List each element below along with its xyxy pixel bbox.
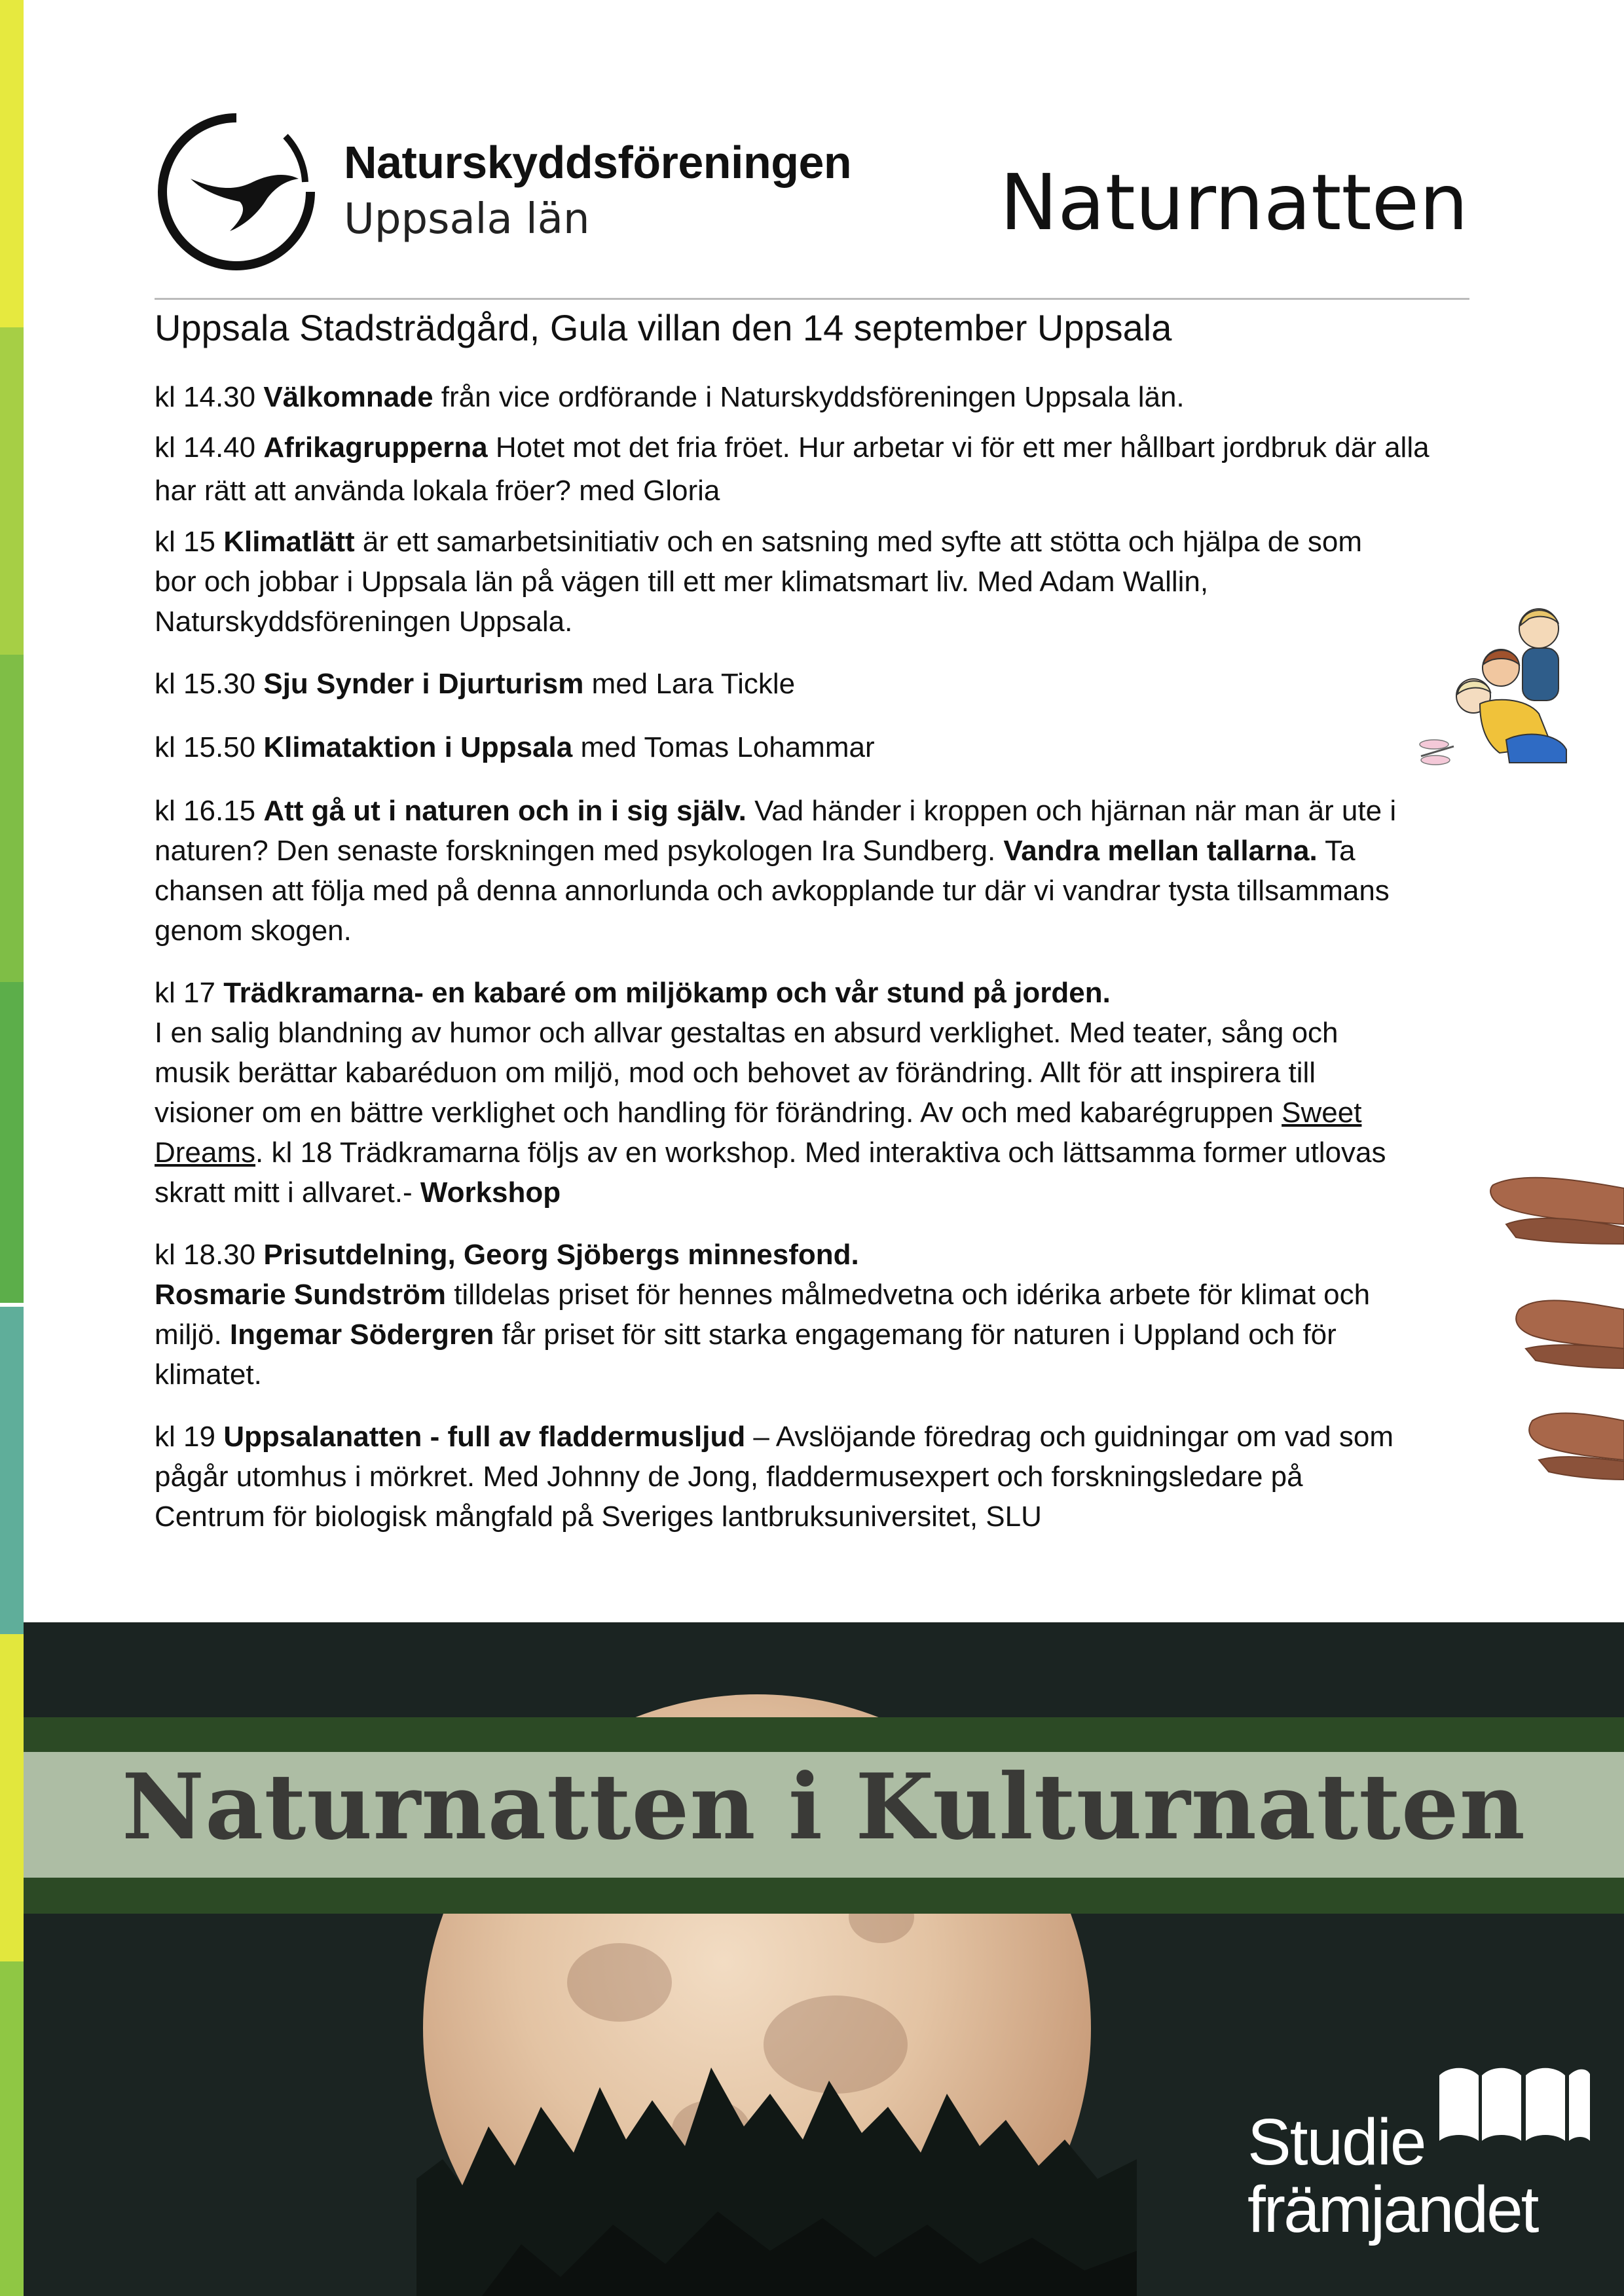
entry-time: kl 19 <box>155 1421 215 1453</box>
program-entry <box>155 426 1458 513</box>
tree-silhouette-icon <box>416 2028 1137 2296</box>
entry-time: kl 16.15 <box>155 795 256 827</box>
entry-title: Rosmarie Sundström <box>155 1279 446 1311</box>
program-entry <box>155 973 1418 1212</box>
entry-title: Prisutdelning, Georg Sjöbergs minnesfond. <box>263 1239 859 1271</box>
entry-title: Afrikagrupperna <box>263 431 488 464</box>
divider <box>155 298 1469 300</box>
org-subtitle: Uppsala län <box>344 195 590 244</box>
entry-text: får priset för sitt starka engagemang för naturen i Uppland och för klimatet. <box>155 1319 1337 1391</box>
banner-title: Naturnatten i Kulturnatten <box>121 1753 1526 1860</box>
entry-text: Ta chansen att följa med på denna annorlunda och avkopplande tur där vi vandrar tysta tillsammans genom skogen. <box>155 835 1390 947</box>
entry-title: Trädkramarna- en kabaré om miljökamp och vår stund på jorden. <box>223 977 1111 1009</box>
entry-text: från vice ordförande i Naturskyddsföreningen Uppsala län. <box>433 381 1185 413</box>
entry-text: . kl 18 Trädkramarna följs av en workshop. Med interaktiva och lättsamma former utlovas skratt mitt i allvaret.- <box>155 1137 1386 1209</box>
entry-text: Vad händer i kroppen och hjärnan när man är ute i naturen? Den senaste forskningen med psykologen Ira Sundberg. <box>155 795 1397 867</box>
sweet-dreams-link[interactable]: Sweet Dreams <box>155 1097 1362 1169</box>
program-entry <box>155 727 1471 767</box>
entry-title: Uppsalanatten - full av fladdermusljud <box>223 1421 746 1453</box>
entry-text: – Avslöjande föredrag och guidningar om vad som pågår utomhus i mörkret. Med Johnny de Jong, fladdermusexpert och forskningsledare på Centrum för biologisk mångfald på Sveriges lantbruksuniversitet, SLU <box>155 1421 1394 1533</box>
program-entry <box>155 1417 1418 1537</box>
entry-time: kl 14.30 <box>155 381 256 413</box>
entry-text: I en salig blandning av humor och allvar gestaltas en absurd verklighet. Med teater, sång och musik berättar kabaréduon om miljö, mod och behovet av förändring. Allt för att inspirera till visioner om en bättre verklighet och handling för förändring. Av och med kabarégruppen <box>155 1017 1338 1129</box>
program-entry <box>155 522 1366 642</box>
entry-time: kl 15 <box>155 526 215 558</box>
program-entry <box>155 664 1471 704</box>
sponsor-name-line2: främjandet <box>1247 2173 1538 2246</box>
entry-time: kl 14.40 <box>155 431 256 464</box>
org-name: Naturskyddsföreningen <box>344 137 852 188</box>
entry-title: Workshop <box>420 1176 561 1209</box>
program-entry <box>155 791 1471 951</box>
entry-title: Sju Synder i Djurturism <box>263 668 584 700</box>
program-entry <box>155 377 1471 417</box>
entry-time: kl 15.50 <box>155 731 256 763</box>
venue-line: Uppsala Stadsträdgård, Gula villan den 14 september Uppsala <box>155 307 1172 348</box>
entry-title: Klimatlätt <box>223 526 355 558</box>
entry-time: kl 17 <box>155 977 215 1009</box>
entry-text: är ett samarbetsinitiativ och en satsning med syfte att stötta och hjälpa de som bor och jobbar i Uppsala län på vägen till ett mer klimatsmart liv. Med Adam Wallin, Naturskyddsföreningen Uppsala. <box>155 526 1363 638</box>
entry-title: Ingemar Södergren <box>229 1319 494 1351</box>
entry-text: med Tomas Lohammar <box>572 731 875 763</box>
entry-time: kl 15.30 <box>155 668 256 700</box>
sponsor-name-line1: Studie <box>1247 2105 1426 2179</box>
entry-title: Att gå ut i naturen och in i sig själv. <box>263 795 747 827</box>
page-title: Naturnatten <box>999 157 1468 247</box>
entry-title: Klimataktion i Uppsala <box>263 731 573 763</box>
clapping-hands-icon <box>1480 1152 1624 1571</box>
entry-title: Vandra mellan tallarna. <box>1003 835 1318 867</box>
entry-text: tilldelas priset för hennes målmedvetna och idérika arbete för klimat och miljö. <box>155 1279 1371 1351</box>
program-entry <box>155 1235 1392 1394</box>
entry-time: kl 18.30 <box>155 1239 256 1271</box>
entry-text: med Lara Tickle <box>583 668 796 700</box>
naturskyddsforeningen-logo-icon <box>155 110 318 274</box>
children-illustration-icon <box>1395 599 1585 782</box>
entry-title: Välkomnade <box>263 381 434 413</box>
color-stripe <box>0 0 24 2296</box>
program-list <box>155 377 1471 1537</box>
entry-text: Hotet mot det fria fröet. Hur arbetar vi för ett mer hållbart jordbruk där alla har rätt att använda lokala fröer? med Gloria <box>155 431 1430 507</box>
